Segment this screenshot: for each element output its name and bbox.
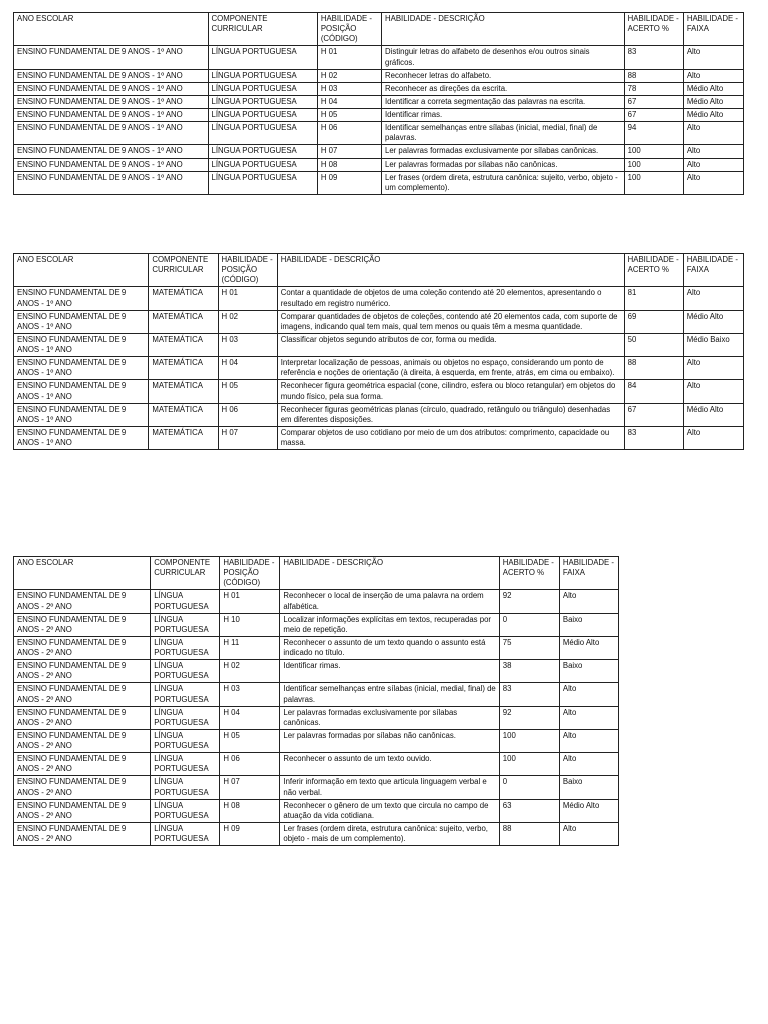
cell-acerto: 94 <box>624 122 683 145</box>
cell-codigo: H 03 <box>220 683 280 706</box>
cell-componente: LÍNGUA PORTUGUESA <box>151 706 220 729</box>
table-row <box>14 158 744 171</box>
table-portugues-2-ano <box>13 556 619 846</box>
cell-descricao: Identificar rimas. <box>280 660 499 683</box>
cell-faixa: Alto <box>683 46 743 69</box>
cell-componente: MATEMÁTICA <box>149 310 218 333</box>
cell-acerto: 100 <box>499 753 559 776</box>
cell-faixa: Alto <box>559 753 618 776</box>
cell-ano-escolar: ENSINO FUNDAMENTAL DE 9 ANOS - 2º ANO <box>14 683 151 706</box>
cell-descricao: Identificar rimas. <box>382 109 625 122</box>
cell-acerto: 69 <box>624 310 683 333</box>
cell-componente: LÍNGUA PORTUGUESA <box>208 46 317 69</box>
cell-ano-escolar: ENSINO FUNDAMENTAL DE 9 ANOS - 1º ANO <box>14 357 149 380</box>
cell-componente: LÍNGUA PORTUGUESA <box>151 729 220 752</box>
cell-faixa: Alto <box>683 171 743 194</box>
cell-acerto: 50 <box>624 333 683 356</box>
cell-ano-escolar: ENSINO FUNDAMENTAL DE 9 ANOS - 1º ANO <box>14 158 209 171</box>
cell-ano-escolar: ENSINO FUNDAMENTAL DE 9 ANOS - 2º ANO <box>14 590 151 613</box>
cell-faixa: Baixo <box>559 776 618 799</box>
table-row <box>14 660 619 683</box>
table-row <box>14 822 619 845</box>
cell-acerto: 0 <box>499 613 559 636</box>
cell-descricao: Reconhecer as direções da escrita. <box>382 82 625 95</box>
cell-acerto: 92 <box>499 590 559 613</box>
table-header-row <box>14 254 744 287</box>
header-habilidade-faixa: HABILIDADE - FAIXA <box>683 254 743 287</box>
cell-descricao: Reconhecer figura geométrica espacial (cone, cilindro, esfera ou bloco retangular) em objetos do mundo físico, pela sua forma. <box>277 380 624 403</box>
cell-descricao: Distinguir letras do alfabeto de desenhos e/ou outros sinais gráficos. <box>382 46 625 69</box>
cell-acerto: 92 <box>499 706 559 729</box>
cell-descricao: Identificar semelhanças entre sílabas (inicial, medial, final) de palavras. <box>280 683 499 706</box>
cell-ano-escolar: ENSINO FUNDAMENTAL DE 9 ANOS - 2º ANO <box>14 822 151 845</box>
table-row <box>14 403 744 426</box>
cell-acerto: 88 <box>624 357 683 380</box>
table-row <box>14 590 619 613</box>
cell-componente: MATEMÁTICA <box>149 333 218 356</box>
cell-faixa: Alto <box>559 706 618 729</box>
table-row <box>14 95 744 108</box>
cell-codigo: H 04 <box>218 357 277 380</box>
table-row <box>14 171 744 194</box>
cell-ano-escolar: ENSINO FUNDAMENTAL DE 9 ANOS - 1º ANO <box>14 333 149 356</box>
cell-descricao: Ler palavras formadas exclusivamente por sílabas canônicas. <box>280 706 499 729</box>
cell-acerto: 100 <box>624 171 683 194</box>
table-row <box>14 380 744 403</box>
header-habilidade-codigo: HABILIDADE - POSIÇÃO (CÓDIGO) <box>220 557 280 590</box>
cell-acerto: 81 <box>624 287 683 310</box>
cell-acerto: 83 <box>624 426 683 449</box>
cell-componente: LÍNGUA PORTUGUESA <box>208 69 317 82</box>
cell-faixa: Alto <box>559 683 618 706</box>
cell-descricao: Comparar objetos de uso cotidiano por meio de um dos atributos: comprimento, capacidade ou massa. <box>277 426 624 449</box>
cell-descricao: Reconhecer figuras geométricas planas (círculo, quadrado, retângulo ou triângulo) desenhadas em diferentes disposições. <box>277 403 624 426</box>
cell-acerto: 83 <box>624 46 683 69</box>
cell-codigo: H 03 <box>218 333 277 356</box>
cell-acerto: 84 <box>624 380 683 403</box>
header-ano-escolar: ANO ESCOLAR <box>14 254 149 287</box>
cell-faixa: Baixo <box>559 613 618 636</box>
cell-descricao: Ler frases (ordem direta, estrutura canônica: sujeito, verbo, objeto - um complemento). <box>382 171 625 194</box>
cell-descricao: Interpretar localização de pessoas, animais ou objetos no espaço, considerando um ponto de referência e noções de orientação (à direita, à esquerda, em frente, atrás, em cima ou embaixo). <box>277 357 624 380</box>
cell-descricao: Classificar objetos segundo atributos de cor, forma ou medida. <box>277 333 624 356</box>
cell-faixa: Médio Alto <box>683 310 743 333</box>
cell-ano-escolar: ENSINO FUNDAMENTAL DE 9 ANOS - 1º ANO <box>14 122 209 145</box>
table-row <box>14 122 744 145</box>
header-habilidade-codigo: HABILIDADE - POSIÇÃO (CÓDIGO) <box>218 254 277 287</box>
cell-codigo: H 02 <box>218 310 277 333</box>
header-habilidade-faixa: HABILIDADE - FAIXA <box>683 13 743 46</box>
cell-ano-escolar: ENSINO FUNDAMENTAL DE 9 ANOS - 1º ANO <box>14 426 149 449</box>
cell-componente: LÍNGUA PORTUGUESA <box>151 590 220 613</box>
cell-componente: MATEMÁTICA <box>149 426 218 449</box>
cell-ano-escolar: ENSINO FUNDAMENTAL DE 9 ANOS - 2º ANO <box>14 753 151 776</box>
cell-ano-escolar: ENSINO FUNDAMENTAL DE 9 ANOS - 1º ANO <box>14 69 209 82</box>
cell-faixa: Médio Alto <box>559 799 618 822</box>
cell-faixa: Alto <box>683 357 743 380</box>
table-row <box>14 145 744 158</box>
table-row <box>14 799 619 822</box>
cell-codigo: H 07 <box>218 426 277 449</box>
cell-componente: LÍNGUA PORTUGUESA <box>208 145 317 158</box>
cell-descricao: Reconhecer o gênero de um texto que circula no campo de atuação da vida cotidiana. <box>280 799 499 822</box>
cell-faixa: Alto <box>683 287 743 310</box>
table-row <box>14 310 744 333</box>
cell-descricao: Ler palavras formadas exclusivamente por sílabas canônicas. <box>382 145 625 158</box>
cell-codigo: H 05 <box>218 380 277 403</box>
cell-codigo: H 01 <box>218 287 277 310</box>
cell-ano-escolar: ENSINO FUNDAMENTAL DE 9 ANOS - 2º ANO <box>14 729 151 752</box>
cell-componente: LÍNGUA PORTUGUESA <box>208 171 317 194</box>
table-row <box>14 753 619 776</box>
header-habilidade-faixa: HABILIDADE - FAIXA <box>559 557 618 590</box>
header-ano-escolar: ANO ESCOLAR <box>14 557 151 590</box>
cell-acerto: 100 <box>624 145 683 158</box>
cell-ano-escolar: ENSINO FUNDAMENTAL DE 9 ANOS - 1º ANO <box>14 310 149 333</box>
table-row <box>14 69 744 82</box>
header-componente-curricular: COMPONENTE CURRICULAR <box>208 13 317 46</box>
table-row <box>14 46 744 69</box>
table-header-row <box>14 13 744 46</box>
header-habilidade-descricao: HABILIDADE - DESCRIÇÃO <box>280 557 499 590</box>
cell-componente: MATEMÁTICA <box>149 380 218 403</box>
cell-componente: LÍNGUA PORTUGUESA <box>151 822 220 845</box>
table-row <box>14 729 619 752</box>
cell-ano-escolar: ENSINO FUNDAMENTAL DE 9 ANOS - 2º ANO <box>14 660 151 683</box>
cell-acerto: 38 <box>499 660 559 683</box>
cell-componente: LÍNGUA PORTUGUESA <box>151 753 220 776</box>
cell-componente: LÍNGUA PORTUGUESA <box>151 776 220 799</box>
cell-codigo: H 06 <box>317 122 381 145</box>
cell-acerto: 100 <box>499 729 559 752</box>
cell-componente: LÍNGUA PORTUGUESA <box>151 613 220 636</box>
table-header-row <box>14 557 619 590</box>
cell-descricao: Identificar semelhanças entre sílabas (inicial, medial, final) de palavras. <box>382 122 625 145</box>
table-row <box>14 109 744 122</box>
cell-ano-escolar: ENSINO FUNDAMENTAL DE 9 ANOS - 2º ANO <box>14 706 151 729</box>
cell-componente: LÍNGUA PORTUGUESA <box>208 158 317 171</box>
cell-ano-escolar: ENSINO FUNDAMENTAL DE 9 ANOS - 1º ANO <box>14 145 209 158</box>
cell-codigo: H 02 <box>220 660 280 683</box>
table-row <box>14 613 619 636</box>
cell-ano-escolar: ENSINO FUNDAMENTAL DE 9 ANOS - 2º ANO <box>14 799 151 822</box>
cell-acerto: 67 <box>624 403 683 426</box>
cell-acerto: 100 <box>624 158 683 171</box>
cell-descricao: Localizar informações explícitas em textos, recuperadas por meio de repetição. <box>280 613 499 636</box>
cell-acerto: 88 <box>624 69 683 82</box>
cell-descricao: Identificar a correta segmentação das palavras na escrita. <box>382 95 625 108</box>
cell-faixa: Médio Alto <box>559 636 618 659</box>
cell-ano-escolar: ENSINO FUNDAMENTAL DE 9 ANOS - 2º ANO <box>14 636 151 659</box>
table-row <box>14 426 744 449</box>
cell-codigo: H 04 <box>220 706 280 729</box>
cell-componente: MATEMÁTICA <box>149 403 218 426</box>
table-row <box>14 333 744 356</box>
cell-descricao: Contar a quantidade de objetos de uma coleção contendo até 20 elementos, apresentando o resultado em registro numérico. <box>277 287 624 310</box>
header-componente-curricular: COMPONENTE CURRICULAR <box>149 254 218 287</box>
cell-codigo: H 02 <box>317 69 381 82</box>
cell-faixa: Alto <box>683 145 743 158</box>
cell-acerto: 67 <box>624 109 683 122</box>
cell-componente: MATEMÁTICA <box>149 357 218 380</box>
cell-codigo: H 01 <box>220 590 280 613</box>
cell-faixa: Alto <box>683 380 743 403</box>
cell-codigo: H 10 <box>220 613 280 636</box>
cell-acerto: 75 <box>499 636 559 659</box>
cell-descricao: Reconhecer o assunto de um texto quando o assunto está indicado no título. <box>280 636 499 659</box>
cell-codigo: H 09 <box>220 822 280 845</box>
cell-codigo: H 08 <box>220 799 280 822</box>
table-body <box>14 46 744 195</box>
cell-ano-escolar: ENSINO FUNDAMENTAL DE 9 ANOS - 1º ANO <box>14 109 209 122</box>
header-ano-escolar: ANO ESCOLAR <box>14 13 209 46</box>
cell-acerto: 63 <box>499 799 559 822</box>
header-habilidade-acerto: HABILIDADE - ACERTO % <box>499 557 559 590</box>
cell-faixa: Alto <box>683 158 743 171</box>
cell-componente: LÍNGUA PORTUGUESA <box>151 636 220 659</box>
cell-acerto: 83 <box>499 683 559 706</box>
cell-faixa: Médio Alto <box>683 82 743 95</box>
cell-codigo: H 03 <box>317 82 381 95</box>
cell-acerto: 67 <box>624 95 683 108</box>
cell-codigo: H 09 <box>317 171 381 194</box>
cell-faixa: Alto <box>683 426 743 449</box>
table-matematica-1-ano <box>13 253 744 450</box>
header-habilidade-descricao: HABILIDADE - DESCRIÇÃO <box>382 13 625 46</box>
cell-ano-escolar: ENSINO FUNDAMENTAL DE 9 ANOS - 2º ANO <box>14 613 151 636</box>
cell-codigo: H 05 <box>220 729 280 752</box>
cell-descricao: Reconhecer o local de inserção de uma palavra na ordem alfabética. <box>280 590 499 613</box>
cell-componente: LÍNGUA PORTUGUESA <box>208 122 317 145</box>
cell-ano-escolar: ENSINO FUNDAMENTAL DE 9 ANOS - 1º ANO <box>14 287 149 310</box>
cell-descricao: Ler palavras formadas por sílabas não canônicas. <box>382 158 625 171</box>
table-row <box>14 287 744 310</box>
header-habilidade-acerto: HABILIDADE - ACERTO % <box>624 254 683 287</box>
table-row <box>14 683 619 706</box>
cell-componente: LÍNGUA PORTUGUESA <box>151 660 220 683</box>
header-habilidade-acerto: HABILIDADE - ACERTO % <box>624 13 683 46</box>
cell-faixa: Alto <box>559 822 618 845</box>
cell-ano-escolar: ENSINO FUNDAMENTAL DE 9 ANOS - 1º ANO <box>14 171 209 194</box>
table-body <box>14 287 744 450</box>
cell-descricao: Inferir informação em texto que articula linguagem verbal e não verbal. <box>280 776 499 799</box>
table-portugues-1-ano <box>13 12 744 195</box>
table-row <box>14 776 619 799</box>
cell-ano-escolar: ENSINO FUNDAMENTAL DE 9 ANOS - 1º ANO <box>14 403 149 426</box>
table-row <box>14 357 744 380</box>
cell-componente: LÍNGUA PORTUGUESA <box>208 82 317 95</box>
table-body <box>14 590 619 846</box>
cell-acerto: 0 <box>499 776 559 799</box>
cell-codigo: H 04 <box>317 95 381 108</box>
cell-faixa: Médio Baixo <box>683 333 743 356</box>
cell-componente: LÍNGUA PORTUGUESA <box>151 683 220 706</box>
cell-codigo: H 05 <box>317 109 381 122</box>
cell-faixa: Médio Alto <box>683 95 743 108</box>
cell-faixa: Alto <box>683 69 743 82</box>
table-row <box>14 82 744 95</box>
table-row <box>14 636 619 659</box>
cell-codigo: H 08 <box>317 158 381 171</box>
cell-codigo: H 01 <box>317 46 381 69</box>
cell-componente: LÍNGUA PORTUGUESA <box>208 109 317 122</box>
cell-faixa: Médio Alto <box>683 109 743 122</box>
cell-faixa: Alto <box>559 590 618 613</box>
cell-descricao: Ler palavras formadas por sílabas não canônicas. <box>280 729 499 752</box>
cell-descricao: Reconhecer letras do alfabeto. <box>382 69 625 82</box>
cell-ano-escolar: ENSINO FUNDAMENTAL DE 9 ANOS - 1º ANO <box>14 95 209 108</box>
cell-descricao: Reconhecer o assunto de um texto ouvido. <box>280 753 499 776</box>
cell-componente: LÍNGUA PORTUGUESA <box>208 95 317 108</box>
cell-codigo: H 11 <box>220 636 280 659</box>
cell-descricao: Comparar quantidades de objetos de coleções, contendo até 20 elementos cada, com suporte de imagens, indicando qual tem mais, qual tem menos ou quais têm a mesma quantidade. <box>277 310 624 333</box>
cell-ano-escolar: ENSINO FUNDAMENTAL DE 9 ANOS - 1º ANO <box>14 380 149 403</box>
cell-codigo: H 06 <box>218 403 277 426</box>
cell-ano-escolar: ENSINO FUNDAMENTAL DE 9 ANOS - 2º ANO <box>14 776 151 799</box>
cell-codigo: H 06 <box>220 753 280 776</box>
header-componente-curricular: COMPONENTE CURRICULAR <box>151 557 220 590</box>
header-habilidade-codigo: HABILIDADE - POSIÇÃO (CÓDIGO) <box>317 13 381 46</box>
cell-faixa: Baixo <box>559 660 618 683</box>
header-habilidade-descricao: HABILIDADE - DESCRIÇÃO <box>277 254 624 287</box>
cell-descricao: Ler frases (ordem direta, estrutura canônica: sujeito, verbo, objeto - mais de um complemento). <box>280 822 499 845</box>
cell-codigo: H 07 <box>220 776 280 799</box>
cell-faixa: Alto <box>559 729 618 752</box>
cell-codigo: H 07 <box>317 145 381 158</box>
cell-ano-escolar: ENSINO FUNDAMENTAL DE 9 ANOS - 1º ANO <box>14 82 209 95</box>
cell-faixa: Alto <box>683 122 743 145</box>
cell-componente: MATEMÁTICA <box>149 287 218 310</box>
cell-acerto: 78 <box>624 82 683 95</box>
cell-faixa: Médio Alto <box>683 403 743 426</box>
cell-acerto: 88 <box>499 822 559 845</box>
table-row <box>14 706 619 729</box>
cell-componente: LÍNGUA PORTUGUESA <box>151 799 220 822</box>
cell-ano-escolar: ENSINO FUNDAMENTAL DE 9 ANOS - 1º ANO <box>14 46 209 69</box>
